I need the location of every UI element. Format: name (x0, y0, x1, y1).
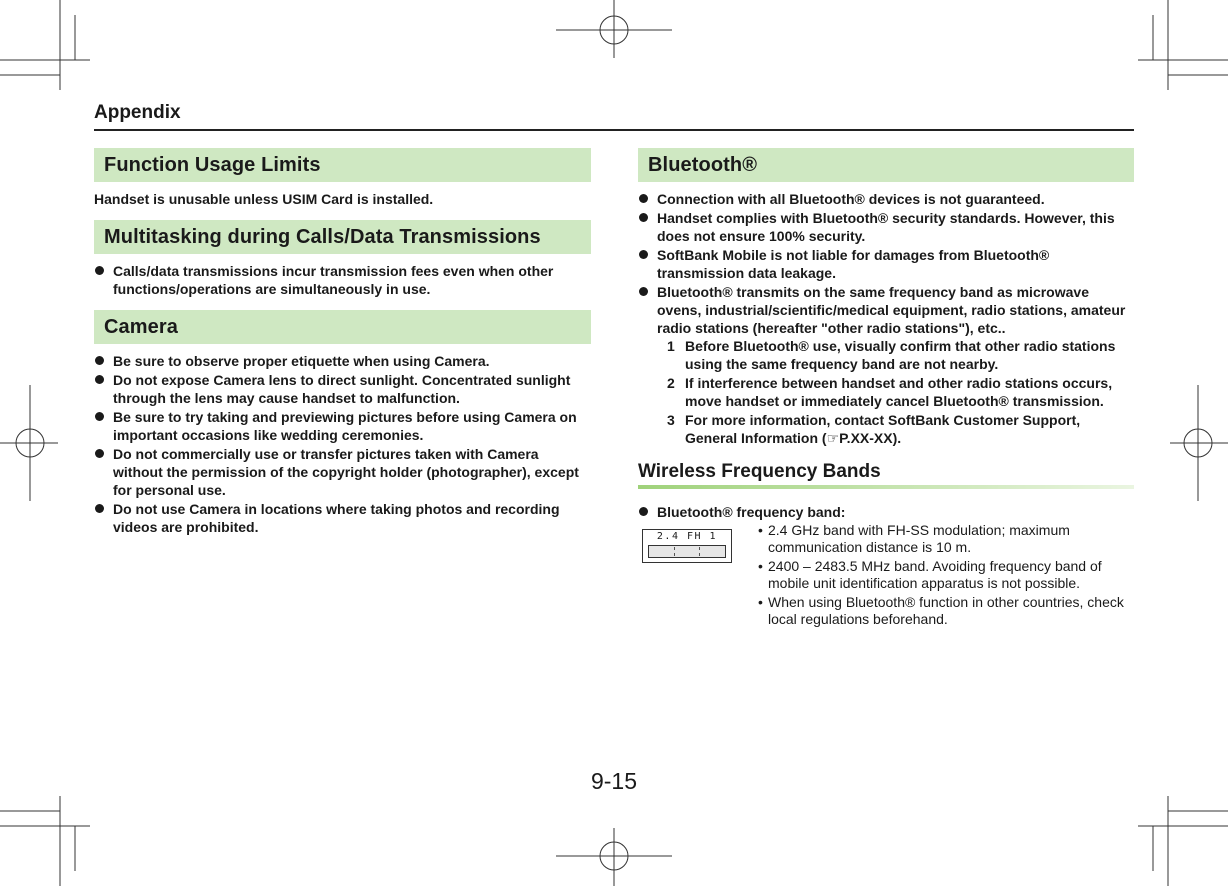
bullet-icon (95, 449, 104, 458)
multitasking-list (94, 262, 591, 298)
pointing-hand-icon: ☞ (826, 430, 840, 446)
bullet-icon (639, 287, 648, 296)
list-item: Do not use Camera in locations where taking photos and recording videos are prohibited. (94, 500, 591, 536)
bullet-icon (639, 250, 648, 259)
subhead-underline (638, 485, 1134, 489)
wireless-title: Wireless Frequency Bands (638, 461, 1134, 489)
list-item: Connection with all Bluetooth® devices is not guaranteed. (638, 190, 1134, 208)
step-item: 1 Before Bluetooth® use, visually confirm that other radio stations using the same frequency band are not nearby. (667, 338, 1116, 372)
list-item: Do not expose Camera lens to direct sunlight. Concentrated sunlight through the lens may cause handset to malfunction. (94, 371, 591, 407)
list-item: SoftBank Mobile is not liable for damages from Bluetooth® transmission data leakage. (638, 246, 1134, 282)
step-item: 2 If interference between handset and other radio stations occurs, move handset or immediately cancel Bluetooth® transmission. (667, 375, 1113, 409)
bullet-icon (95, 266, 104, 275)
page-number: 9-15 (590, 768, 638, 794)
list-item: Be sure to observe proper etiquette when using Camera. (94, 352, 591, 370)
list-item: Do not commercially use or transfer pictures taken with Camera without the permission of the copyright holder (photographer), except for personal use. (94, 445, 591, 499)
list-item: • 2400 – 2483.5 MHz band. Avoiding frequency band of mobile unit identification apparatus is not possible. (758, 558, 1102, 591)
camera-list (94, 352, 591, 536)
list-item: Calls/data transmissions incur transmission fees even when other functions/operations are simultaneously in use. (94, 262, 591, 298)
list-item: Bluetooth® frequency band: (638, 503, 1134, 521)
page-reference-link[interactable]: P.XX-XX (839, 430, 893, 446)
bullet-icon (639, 213, 648, 222)
list-item: Be sure to try taking and previewing pictures before using Camera on important occasions like wedding ceremonies. (94, 408, 591, 444)
bullet-icon (95, 375, 104, 384)
multitasking-title: Multitasking during Calls/Data Transmissions (94, 220, 591, 254)
bullet-icon (639, 507, 648, 516)
camera-title: Camera (94, 310, 591, 344)
band-list (638, 503, 1134, 521)
frequency-band-label-icon (642, 529, 732, 563)
bluetooth-title: Bluetooth® (638, 148, 1134, 182)
bullet-icon (639, 194, 648, 203)
list-item: Handset complies with Bluetooth® security standards. However, this does not ensure 100% security. (638, 209, 1134, 245)
function-usage-text: Handset is unusable unless USIM Card is installed. (94, 191, 434, 207)
function-usage-title: Function Usage Limits (94, 148, 591, 182)
list-item: • When using Bluetooth® function in other countries, check local regulations beforehand. (758, 594, 1124, 627)
right-column (638, 148, 1134, 630)
list-item: Bluetooth® transmits on the same frequency band as microwave ovens, industrial/scientific/medical equipment, radio stations, amateur radio stations (hereafter "other radio stations"), etc.. 1 Before Bluetooth® use, visually confirm that other radio stations using the same frequency band are not nearby. 2 If interference between handset and other radio stations occurs, move handset or immediately cancel Bluetooth® transmission. 3 For more information, contact SoftBank Customer Support, General Information (☞P.XX-XX). (638, 283, 1134, 447)
page-header: Appendix (94, 102, 181, 123)
band-code: 2.4 FH 1 (656, 531, 718, 542)
step-item: 3 For more information, contact SoftBank Customer Support, General Information (☞P.XX-XX). (667, 412, 1081, 446)
left-column (94, 148, 591, 548)
header-rule (94, 129, 1134, 131)
frequency-band-area (638, 503, 1134, 628)
list-item: • 2.4 GHz band with FH-SS modulation; maximum communication distance is 10 m. (758, 522, 1070, 555)
bluetooth-steps (657, 337, 1134, 447)
bullet-icon (95, 356, 104, 365)
bullet-icon (95, 504, 104, 513)
bluetooth-list (638, 190, 1134, 447)
bullet-icon (95, 412, 104, 421)
band-bar (648, 545, 726, 558)
